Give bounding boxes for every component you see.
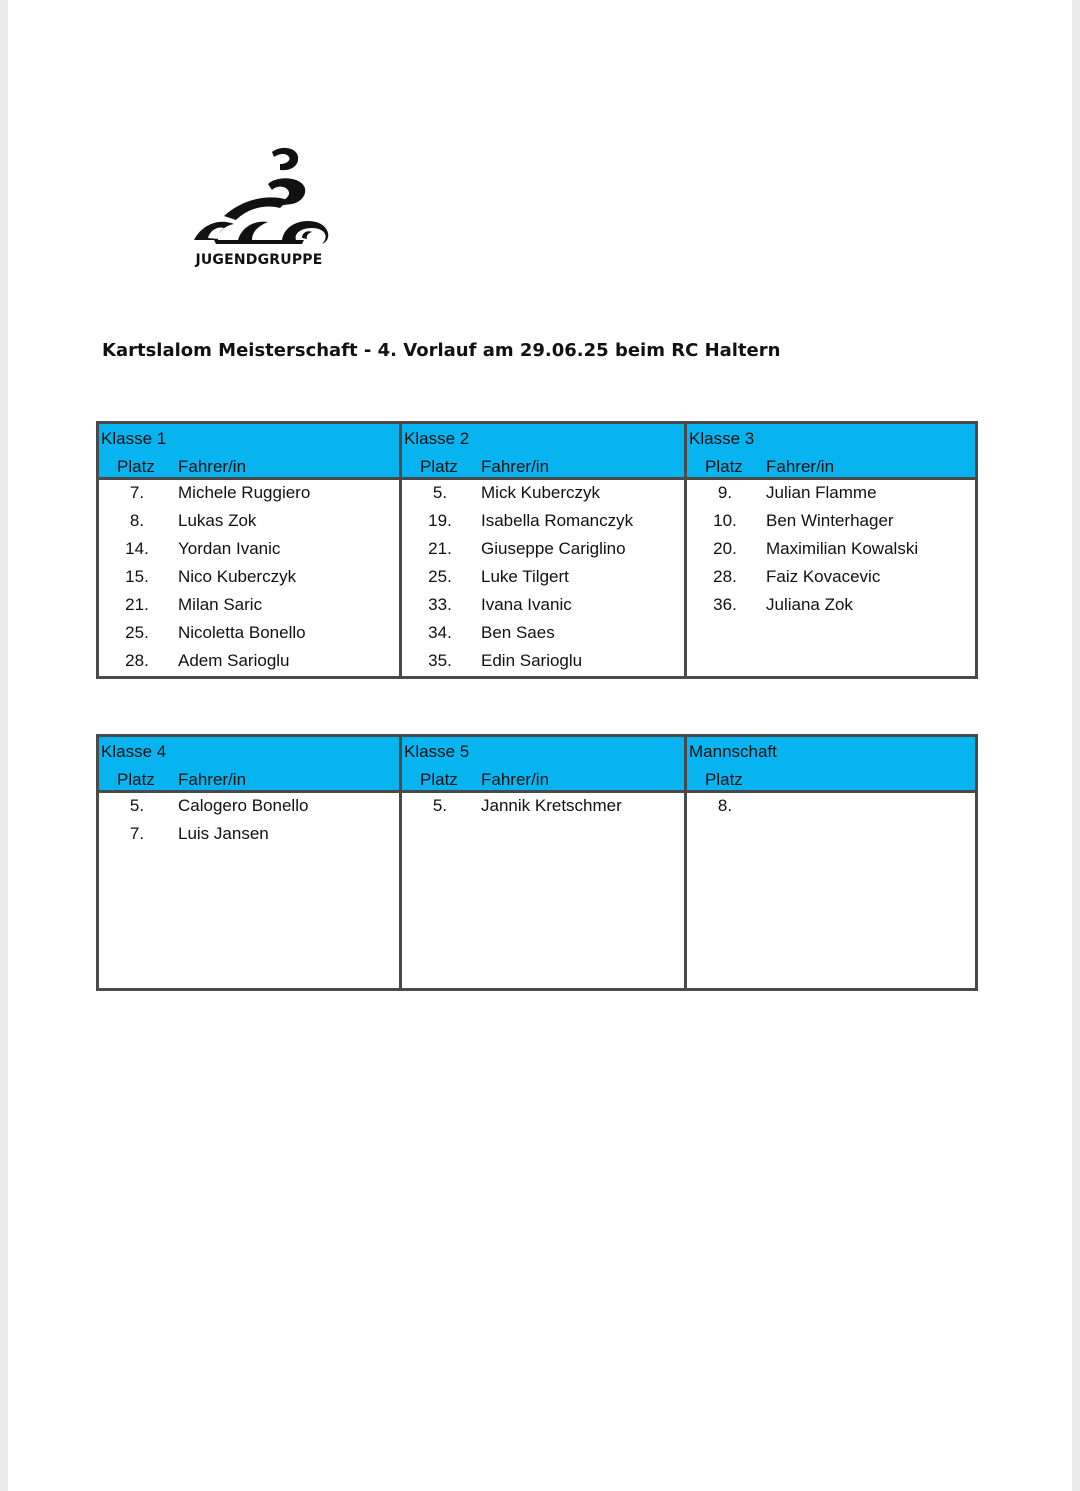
driver-cell: Yordan Ivanic <box>178 539 281 558</box>
class-rows <box>687 480 975 620</box>
platz-cell: 21. <box>428 539 452 558</box>
platz-cell: 8. <box>129 511 145 530</box>
class-rows <box>402 793 684 821</box>
platz-header: Platz <box>705 457 743 476</box>
class-rows <box>687 793 975 821</box>
platz-cell: 36. <box>713 595 737 614</box>
platz-cell: 25. <box>125 623 149 642</box>
driver-cell: Michele Ruggiero <box>178 483 311 502</box>
class-header <box>99 424 399 480</box>
class-rows <box>99 793 399 849</box>
class-rows <box>402 480 684 676</box>
platz-header: Platz <box>420 457 458 476</box>
platz-cell: 7. <box>129 824 145 843</box>
driver-cell: Juliana Zok <box>766 595 853 614</box>
table-row <box>99 592 399 620</box>
platz-cell: 5. <box>432 796 448 815</box>
class-column <box>684 424 975 676</box>
driver-cell: Adem Sarioglu <box>178 651 290 670</box>
class-name: Klasse 4 <box>101 742 167 761</box>
platz-header: Platz <box>117 457 155 476</box>
platz-cell: 15. <box>125 567 149 586</box>
platz-cell: 34. <box>428 623 452 642</box>
driver-cell: Lukas Zok <box>178 511 257 530</box>
platz-cell: 20. <box>713 539 737 558</box>
platz-cell: 35. <box>428 651 452 670</box>
fahrer-header: Fahrer/in <box>481 457 550 476</box>
class-name: Klasse 1 <box>101 429 167 448</box>
driver-cell: Faiz Kovacevic <box>766 567 881 586</box>
platz-cell: 28. <box>713 567 737 586</box>
platz-cell: 33. <box>428 595 452 614</box>
table-row <box>99 620 399 648</box>
fahrer-header: Fahrer/in <box>766 457 835 476</box>
class-header <box>402 424 684 480</box>
driver-cell: Nico Kuberczyk <box>178 567 297 586</box>
table-row <box>402 508 684 536</box>
logo-text: JUGENDGRUPPE <box>195 252 323 268</box>
driver-cell: Jannik Kretschmer <box>481 796 622 815</box>
table-row <box>687 508 975 536</box>
platz-cell: 8. <box>717 796 733 815</box>
table-row <box>402 480 684 508</box>
table-row <box>99 480 399 508</box>
class-name: Klasse 2 <box>404 429 470 448</box>
platz-cell: 7. <box>129 483 145 502</box>
class-name: Klasse 3 <box>689 429 755 448</box>
page-title: Kartslalom Meisterschaft - 4. Vorlauf am 29.06.25 beim RC Haltern <box>102 340 781 361</box>
class-column <box>399 424 684 676</box>
class-column <box>399 737 684 988</box>
platz-cell: 28. <box>125 651 149 670</box>
driver-cell: Isabella Romanczyk <box>481 511 634 530</box>
class-name: Mannschaft <box>689 742 777 761</box>
document-page <box>8 0 1072 1491</box>
table-row <box>687 480 975 508</box>
platz-cell: 9. <box>717 483 733 502</box>
club-logo <box>184 140 334 275</box>
table-row <box>402 793 684 821</box>
table-row <box>687 536 975 564</box>
table-row <box>99 536 399 564</box>
driver-cell: Ben Winterhager <box>766 511 894 530</box>
platz-cell: 10. <box>713 511 737 530</box>
table-row <box>99 564 399 592</box>
class-header <box>687 737 975 793</box>
results-table-2 <box>96 734 978 991</box>
class-header <box>402 737 684 793</box>
driver-cell: Edin Sarioglu <box>481 651 583 670</box>
class-name: Klasse 5 <box>404 742 470 761</box>
platz-header: Platz <box>705 770 743 789</box>
platz-header: Platz <box>117 770 155 789</box>
driver-cell: Luis Jansen <box>178 824 269 843</box>
results-table-1 <box>96 421 978 679</box>
kart-driver-icon <box>184 140 334 250</box>
fahrer-header: Fahrer/in <box>178 457 247 476</box>
table-row <box>402 620 684 648</box>
class-column <box>99 737 399 988</box>
driver-cell: Ivana Ivanic <box>481 595 572 614</box>
table-row <box>687 793 975 821</box>
driver-cell: Nicoletta Bonello <box>178 623 306 642</box>
driver-cell: Milan Saric <box>178 595 263 614</box>
class-header <box>99 737 399 793</box>
table-row <box>402 564 684 592</box>
class-rows <box>99 480 399 676</box>
table-row <box>402 648 684 676</box>
driver-cell: Giuseppe Cariglino <box>481 539 626 558</box>
platz-cell: 5. <box>432 483 448 502</box>
class-header <box>687 424 975 480</box>
table-row <box>99 648 399 676</box>
platz-cell: 21. <box>125 595 149 614</box>
table-row <box>99 793 399 821</box>
platz-cell: 5. <box>129 796 145 815</box>
class-column <box>684 737 975 988</box>
platz-cell: 19. <box>428 511 452 530</box>
platz-cell: 14. <box>125 539 149 558</box>
fahrer-header: Fahrer/in <box>481 770 550 789</box>
table-row <box>687 564 975 592</box>
driver-cell: Maximilian Kowalski <box>766 539 919 558</box>
table-row <box>402 536 684 564</box>
driver-cell: Luke Tilgert <box>481 567 569 586</box>
driver-cell: Mick Kuberczyk <box>481 483 601 502</box>
table-row <box>99 508 399 536</box>
fahrer-header: Fahrer/in <box>178 770 247 789</box>
driver-cell: Calogero Bonello <box>178 796 309 815</box>
driver-cell: Julian Flamme <box>766 483 877 502</box>
platz-header: Platz <box>420 770 458 789</box>
table-row <box>687 592 975 620</box>
table-row <box>402 592 684 620</box>
driver-cell: Ben Saes <box>481 623 555 642</box>
table-row <box>99 821 399 849</box>
class-column <box>99 424 399 676</box>
platz-cell: 25. <box>428 567 452 586</box>
